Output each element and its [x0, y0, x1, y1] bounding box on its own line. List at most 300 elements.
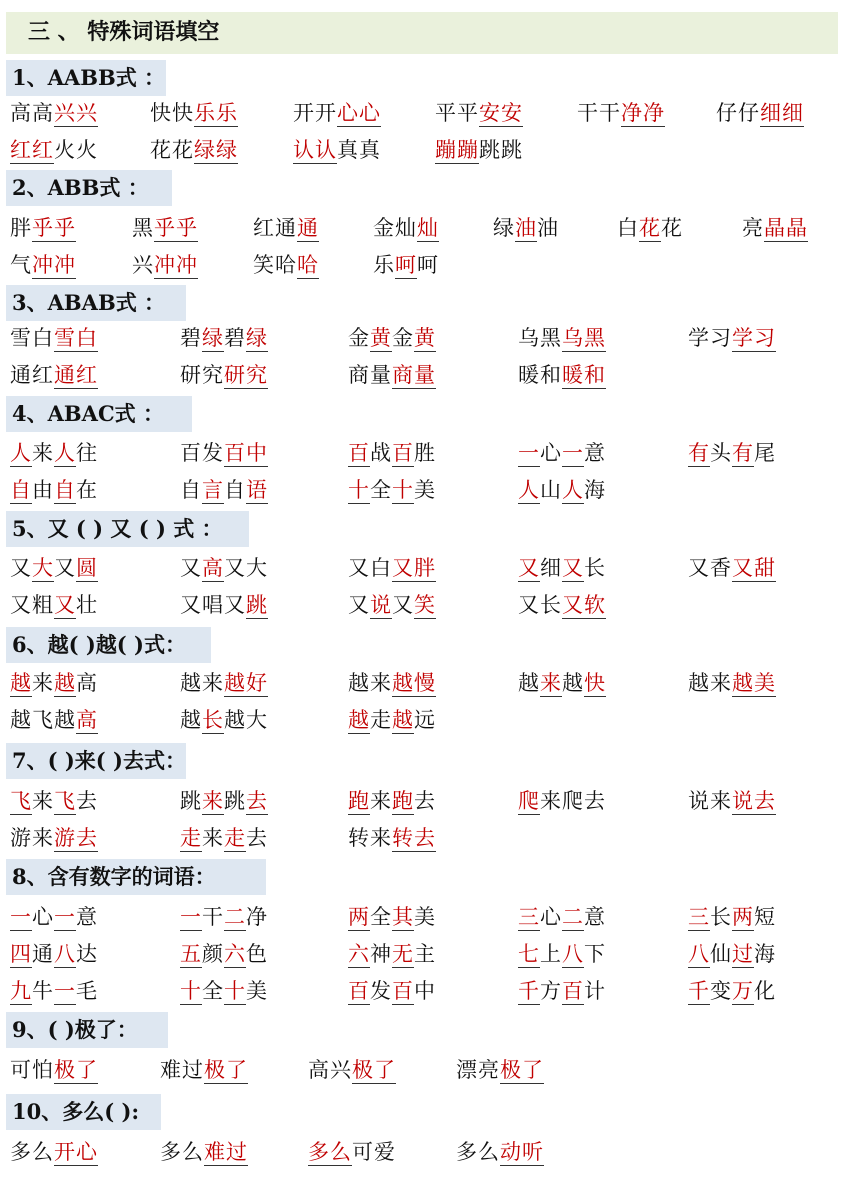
filled-answer: 九 — [10, 979, 32, 1003]
given-text: 走 — [370, 708, 392, 732]
word-item — [518, 974, 606, 1008]
word-item — [160, 1135, 248, 1169]
given-text: 又香 — [688, 556, 732, 580]
filled-answer: 晶晶 — [764, 216, 808, 240]
given-text: 仔仔 — [716, 101, 760, 125]
word-item — [518, 588, 606, 622]
word-item — [10, 248, 76, 282]
given-text: 色 — [246, 942, 268, 966]
given-text: 多么 — [10, 1140, 54, 1164]
word-item — [180, 436, 268, 470]
filled-answer: 红红 — [10, 138, 54, 162]
given-text: 金 — [348, 326, 370, 350]
filled-answer: 开心 — [54, 1140, 98, 1164]
given-text: 方 — [540, 979, 562, 1003]
given-text: 漂亮 — [456, 1058, 500, 1082]
word-item — [10, 1135, 98, 1169]
filled-answer: 六 — [348, 942, 370, 966]
given-text: 往 — [76, 441, 98, 465]
word-row — [0, 436, 842, 470]
filled-answer: 难过 — [204, 1140, 248, 1164]
word-row — [0, 784, 842, 818]
filled-answer: 跳 — [246, 593, 268, 617]
section-heading: 5、又 ( ) 又 ( ) 式 ： — [6, 511, 249, 547]
filled-answer: 雪白 — [54, 326, 98, 350]
given-text: 山 — [540, 478, 562, 502]
filled-answer: 百 — [348, 979, 370, 1003]
given-text: 全 — [370, 905, 392, 929]
filled-answer: 人 — [562, 478, 584, 502]
given-text: 黑 — [132, 216, 154, 240]
filled-answer: 绿 — [246, 326, 268, 350]
given-text: 长 — [584, 556, 606, 580]
filled-answer: 二 — [562, 905, 584, 929]
given-text: 来 — [32, 671, 54, 695]
filled-answer: 四 — [10, 942, 32, 966]
word-item — [10, 821, 98, 855]
given-text: 可爱 — [352, 1140, 396, 1164]
word-item — [742, 211, 808, 245]
filled-answer: 两 — [732, 905, 754, 929]
word-item — [518, 900, 606, 934]
word-item — [132, 211, 198, 245]
word-item — [688, 436, 776, 470]
section-heading: 10、多么( ): — [6, 1094, 161, 1130]
given-text: 高兴 — [308, 1058, 352, 1082]
filled-answer: 转去 — [392, 826, 436, 850]
filled-answer: 十 — [348, 478, 370, 502]
filled-answer: 一 — [518, 441, 540, 465]
word-row — [0, 473, 842, 507]
given-text: 越 — [180, 708, 202, 732]
word-item — [348, 703, 436, 737]
word-row — [0, 551, 842, 585]
word-item — [293, 96, 381, 130]
word-item — [518, 666, 606, 700]
given-text: 干干 — [577, 101, 621, 125]
filled-answer: 走 — [180, 826, 202, 850]
word-item — [688, 551, 776, 585]
filled-answer: 两 — [348, 905, 370, 929]
given-text: 意 — [76, 905, 98, 929]
filled-answer: 极了 — [500, 1058, 544, 1082]
filled-answer: 极了 — [204, 1058, 248, 1082]
given-text: 多么 — [160, 1140, 204, 1164]
given-text: 发 — [370, 979, 392, 1003]
word-item — [348, 666, 436, 700]
filled-answer: 大 — [32, 556, 54, 580]
given-text: 来 — [202, 826, 224, 850]
given-text: 乐 — [373, 253, 395, 277]
filled-answer: 跑 — [348, 789, 370, 813]
filled-answer: 千 — [688, 979, 710, 1003]
given-text: 净 — [246, 905, 268, 929]
filled-answer: 又 — [562, 556, 584, 580]
word-item — [348, 900, 436, 934]
filled-answer: 过 — [732, 942, 754, 966]
filled-answer: 走 — [224, 826, 246, 850]
filled-answer: 笑 — [414, 593, 436, 617]
word-item — [10, 784, 98, 818]
word-item — [10, 96, 98, 130]
word-item — [577, 96, 665, 130]
filled-answer: 语 — [246, 478, 268, 502]
given-text: 金灿 — [373, 216, 417, 240]
filled-answer: 乎乎 — [32, 216, 76, 240]
filled-answer: 极了 — [54, 1058, 98, 1082]
filled-answer: 越 — [392, 708, 414, 732]
filled-answer: 飞 — [10, 789, 32, 813]
word-row — [0, 588, 842, 622]
word-item — [180, 937, 268, 971]
filled-answer: 飞 — [54, 789, 76, 813]
filled-answer: 人 — [54, 441, 76, 465]
given-text: 又白 — [348, 556, 392, 580]
filled-answer: 又 — [518, 556, 540, 580]
word-item — [435, 96, 523, 130]
given-text: 多么 — [456, 1140, 500, 1164]
word-item — [373, 248, 439, 282]
filled-answer: 八 — [54, 942, 76, 966]
given-text: 又 — [392, 593, 414, 617]
word-item — [253, 248, 319, 282]
word-item — [688, 937, 776, 971]
word-item — [518, 321, 606, 355]
word-item — [160, 1053, 248, 1087]
filled-answer: 通 — [297, 216, 319, 240]
given-text: 可怕 — [10, 1058, 54, 1082]
word-item — [518, 473, 606, 507]
given-text: 高 — [76, 671, 98, 695]
given-text: 长 — [710, 905, 732, 929]
word-item — [180, 473, 268, 507]
filled-answer: 说去 — [732, 789, 776, 813]
given-text: 研究 — [180, 363, 224, 387]
filled-answer: 百 — [392, 979, 414, 1003]
given-text: 短 — [754, 905, 776, 929]
filled-answer: 快 — [584, 671, 606, 695]
filled-answer: 多么 — [308, 1140, 352, 1164]
filled-answer: 有 — [732, 441, 754, 465]
word-item — [308, 1053, 396, 1087]
given-text: 去 — [76, 789, 98, 813]
filled-answer: 说 — [370, 593, 392, 617]
given-text: 商量 — [348, 363, 392, 387]
word-row — [0, 1135, 842, 1169]
word-item — [348, 588, 436, 622]
word-item — [373, 211, 439, 245]
given-text: 来爬去 — [540, 789, 606, 813]
section-heading: 3、ABAB式 ： — [6, 285, 186, 321]
given-text: 开开 — [293, 101, 337, 125]
given-text: 高高 — [10, 101, 54, 125]
given-text: 牛 — [32, 979, 54, 1003]
filled-answer: 越 — [348, 708, 370, 732]
given-text: 暖和 — [518, 363, 562, 387]
word-row — [0, 703, 842, 737]
given-text: 胖 — [10, 216, 32, 240]
given-text: 计 — [584, 979, 606, 1003]
given-text: 心 — [540, 905, 562, 929]
filled-answer: 百 — [348, 441, 370, 465]
word-item — [688, 900, 776, 934]
filled-answer: 圆 — [76, 556, 98, 580]
filled-answer: 灿 — [417, 216, 439, 240]
word-item — [518, 358, 606, 392]
word-item — [180, 974, 268, 1008]
filled-answer: 一 — [562, 441, 584, 465]
filled-answer: 自 — [10, 478, 32, 502]
word-row — [0, 666, 842, 700]
filled-answer: 高 — [76, 708, 98, 732]
given-text: 海 — [754, 942, 776, 966]
given-text: 游来 — [10, 826, 54, 850]
given-text: 难过 — [160, 1058, 204, 1082]
word-row — [0, 96, 842, 130]
given-text: 跳 — [224, 789, 246, 813]
filled-answer: 越美 — [732, 671, 776, 695]
given-text: 又大 — [224, 556, 268, 580]
filled-answer: 净净 — [621, 101, 665, 125]
word-item — [348, 551, 436, 585]
given-text: 又长 — [518, 593, 562, 617]
filled-answer: 百 — [562, 979, 584, 1003]
word-item — [348, 974, 436, 1008]
filled-answer: 其 — [392, 905, 414, 929]
given-text: 干 — [202, 905, 224, 929]
word-item — [10, 133, 98, 167]
filled-answer: 八 — [688, 942, 710, 966]
filled-answer: 十 — [180, 979, 202, 1003]
word-row — [0, 211, 842, 245]
given-text: 兴 — [132, 253, 154, 277]
given-text: 中 — [414, 979, 436, 1003]
filled-answer: 乎乎 — [154, 216, 198, 240]
given-text: 花 — [661, 216, 683, 240]
filled-answer: 又软 — [562, 593, 606, 617]
word-row — [0, 133, 842, 167]
given-text: 由 — [32, 478, 54, 502]
word-item — [688, 321, 776, 355]
word-item — [348, 821, 436, 855]
filled-answer: 三 — [518, 905, 540, 929]
section-heading: 7、( )来( )去式： — [6, 743, 186, 779]
word-item — [308, 1135, 396, 1169]
given-text: 越来 — [688, 671, 732, 695]
word-item — [617, 211, 683, 245]
filled-answer: 动听 — [500, 1140, 544, 1164]
filled-answer: 跑 — [392, 789, 414, 813]
given-text: 达 — [76, 942, 98, 966]
given-text: 越飞越 — [10, 708, 76, 732]
given-text: 越来 — [348, 671, 392, 695]
page-title: 三 、 特殊词语填空 — [6, 12, 838, 54]
filled-answer: 越慢 — [392, 671, 436, 695]
given-text: 说来 — [688, 789, 732, 813]
given-text: 美 — [246, 979, 268, 1003]
filled-answer: 越好 — [224, 671, 268, 695]
word-item — [180, 358, 268, 392]
filled-answer: 六 — [224, 942, 246, 966]
given-text: 胜 — [414, 441, 436, 465]
word-item — [456, 1135, 544, 1169]
word-row — [0, 821, 842, 855]
filled-answer: 花 — [639, 216, 661, 240]
given-text: 百发 — [180, 441, 224, 465]
word-item — [493, 211, 559, 245]
word-item — [348, 784, 436, 818]
given-text: 火火 — [54, 138, 98, 162]
given-text: 去 — [414, 789, 436, 813]
word-item — [180, 551, 268, 585]
word-item — [293, 133, 381, 167]
filled-answer: 高 — [202, 556, 224, 580]
given-text: 来 — [32, 789, 54, 813]
given-text: 心 — [540, 441, 562, 465]
given-text: 壮 — [76, 593, 98, 617]
given-text: 仙 — [710, 942, 732, 966]
word-item — [10, 666, 98, 700]
given-text: 花花 — [150, 138, 194, 162]
word-item — [10, 436, 98, 470]
filled-answer: 二 — [224, 905, 246, 929]
filled-answer: 来 — [202, 789, 224, 813]
word-item — [348, 473, 436, 507]
word-item — [180, 784, 268, 818]
given-text: 真真 — [337, 138, 381, 162]
filled-answer: 极了 — [352, 1058, 396, 1082]
given-text: 远 — [414, 708, 436, 732]
word-item — [348, 937, 436, 971]
filled-answer: 哈 — [297, 253, 319, 277]
filled-answer: 长 — [202, 708, 224, 732]
filled-answer: 游去 — [54, 826, 98, 850]
word-row — [0, 974, 842, 1008]
word-item — [456, 1053, 544, 1087]
given-text: 通红 — [10, 363, 54, 387]
word-item — [348, 358, 436, 392]
word-item — [180, 321, 268, 355]
filled-answer: 一 — [180, 905, 202, 929]
word-item — [180, 900, 268, 934]
word-row — [0, 1053, 842, 1087]
filled-answer: 爬 — [518, 789, 540, 813]
filled-answer: 一 — [54, 905, 76, 929]
filled-answer: 越 — [10, 671, 32, 695]
word-item — [518, 937, 606, 971]
given-text: 跳 — [180, 789, 202, 813]
given-text: 战 — [370, 441, 392, 465]
filled-answer: 呵 — [395, 253, 417, 277]
filled-answer: 十 — [224, 979, 246, 1003]
given-text: 神 — [370, 942, 392, 966]
given-text: 自 — [180, 478, 202, 502]
filled-answer: 又甜 — [732, 556, 776, 580]
given-text: 越大 — [224, 708, 268, 732]
given-text: 气 — [10, 253, 32, 277]
filled-answer: 冲冲 — [32, 253, 76, 277]
word-item — [348, 436, 436, 470]
given-text: 在 — [76, 478, 98, 502]
filled-answer: 五 — [180, 942, 202, 966]
word-item — [10, 473, 98, 507]
filled-answer: 百中 — [224, 441, 268, 465]
word-item — [10, 1053, 98, 1087]
given-text: 全 — [370, 478, 392, 502]
word-item — [10, 358, 98, 392]
word-item — [716, 96, 804, 130]
given-text: 又粗 — [10, 593, 54, 617]
filled-answer: 绿绿 — [194, 138, 238, 162]
filled-answer: 研究 — [224, 363, 268, 387]
filled-answer: 安安 — [479, 101, 523, 125]
filled-answer: 八 — [562, 942, 584, 966]
word-row — [0, 248, 842, 282]
section-heading: 2、ABB式 ： — [6, 170, 172, 206]
given-text: 绿 — [493, 216, 515, 240]
filled-answer: 三 — [688, 905, 710, 929]
word-item — [10, 211, 76, 245]
word-item — [348, 321, 436, 355]
filled-answer: 商量 — [392, 363, 436, 387]
word-item — [10, 703, 98, 737]
given-text: 毛 — [76, 979, 98, 1003]
filled-answer: 绿 — [202, 326, 224, 350]
filled-answer: 兴兴 — [54, 101, 98, 125]
filled-answer: 黄 — [414, 326, 436, 350]
section-heading: 8、含有数字的词语： — [6, 859, 266, 895]
given-text: 越 — [518, 671, 540, 695]
word-item — [150, 96, 238, 130]
given-text: 海 — [584, 478, 606, 502]
filled-answer: 十 — [392, 478, 414, 502]
filled-answer: 油 — [515, 216, 537, 240]
filled-answer: 越 — [54, 671, 76, 695]
given-text: 又 — [348, 593, 370, 617]
given-text: 颜 — [202, 942, 224, 966]
filled-answer: 一 — [54, 979, 76, 1003]
given-text: 碧 — [180, 326, 202, 350]
given-text: 又 — [180, 556, 202, 580]
filled-answer: 百 — [392, 441, 414, 465]
filled-answer: 千 — [518, 979, 540, 1003]
filled-answer: 人 — [518, 478, 540, 502]
given-text: 乌黑 — [518, 326, 562, 350]
given-text: 学习 — [688, 326, 732, 350]
word-item — [10, 321, 98, 355]
filled-answer: 冲冲 — [154, 253, 198, 277]
filled-answer: 通红 — [54, 363, 98, 387]
filled-answer: 无 — [392, 942, 414, 966]
filled-answer: 黄 — [370, 326, 392, 350]
word-item — [10, 551, 98, 585]
word-item — [132, 248, 198, 282]
filled-answer: 七 — [518, 942, 540, 966]
filled-answer: 人 — [10, 441, 32, 465]
filled-answer: 言 — [202, 478, 224, 502]
word-row — [0, 937, 842, 971]
given-text: 去 — [246, 826, 268, 850]
given-text: 转来 — [348, 826, 392, 850]
word-item — [180, 666, 268, 700]
given-text: 又唱又 — [180, 593, 246, 617]
given-text: 油 — [537, 216, 559, 240]
filled-answer: 又胖 — [392, 556, 436, 580]
word-item — [10, 937, 98, 971]
given-text: 主 — [414, 942, 436, 966]
filled-answer: 又 — [54, 593, 76, 617]
filled-answer: 暖和 — [562, 363, 606, 387]
